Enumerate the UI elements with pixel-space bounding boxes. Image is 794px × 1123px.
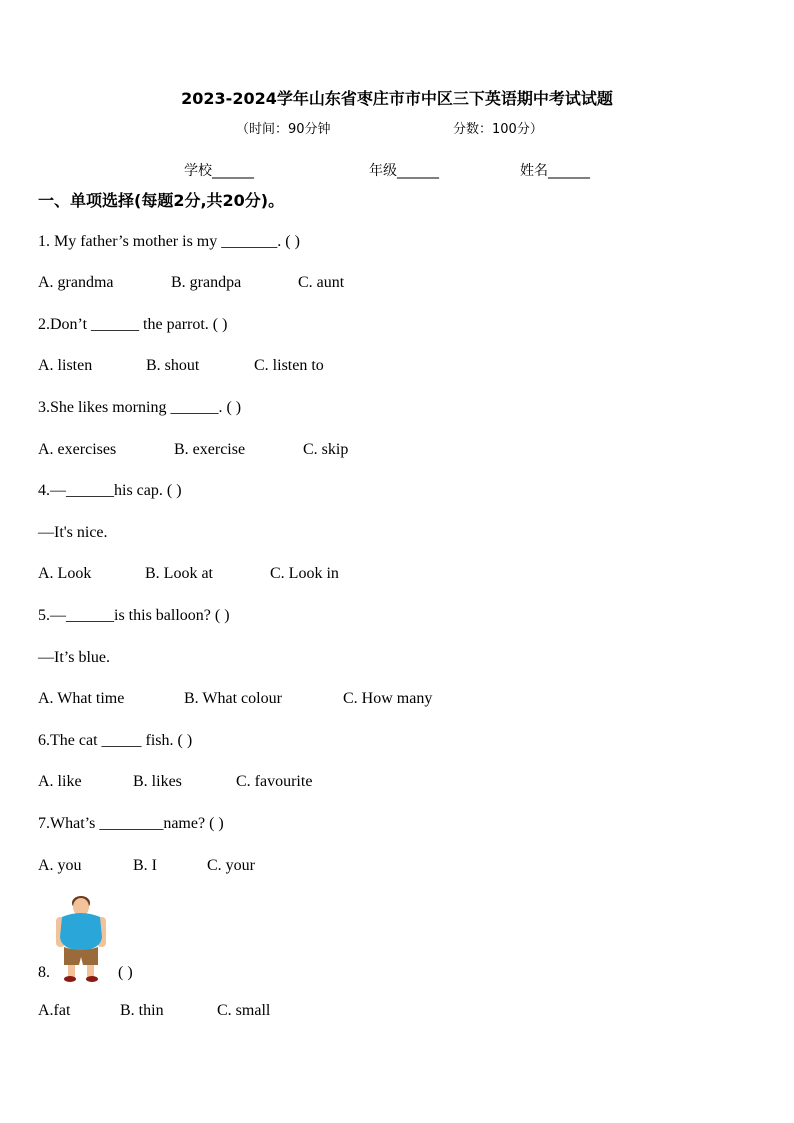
name-field: 姓名______ <box>520 163 590 179</box>
question-4: 4.—______his cap. ( ) <box>38 482 182 499</box>
question-8-answer-paren: ( ) <box>118 964 133 981</box>
question-4-option-a: A. Look <box>38 565 92 582</box>
question-7-option-b: B. I <box>133 857 157 874</box>
question-2: 2.Don’t ______ the parrot. ( ) <box>38 316 228 333</box>
question-3-option-a: A. exercises <box>38 441 117 458</box>
question-2-option-a: A. listen <box>38 357 93 374</box>
question-3-option-b: B. exercise <box>174 441 246 458</box>
question-7: 7.What’s ________name? ( ) <box>38 815 224 832</box>
exam-score: 分数：100分） <box>453 122 543 137</box>
question-6: 6.The cat _____ fish. ( ) <box>38 732 193 749</box>
page-title: 2023-2024学年山东省枣庄市市中区三下英语期中考试试题 <box>181 89 613 108</box>
question-5-option-b: B. What colour <box>184 690 282 707</box>
section-title: 一、单项选择(每题2分,共20分)。 <box>38 191 285 210</box>
question-8-option-a: A.fat <box>38 1002 71 1019</box>
question-3: 3.She likes morning ______. ( ) <box>38 399 242 416</box>
question-6-option-b: B. likes <box>133 773 182 790</box>
question-5-response: —It’s blue. <box>38 649 110 666</box>
question-5: 5.—______is this balloon? ( ) <box>38 607 230 624</box>
question-7-option-c: C. your <box>207 857 255 874</box>
question-8: 8. <box>38 964 50 981</box>
question-7-option-a: A. you <box>38 857 82 874</box>
boy-illustration-icon <box>52 893 112 983</box>
question-5-option-c: C. How many <box>343 690 433 707</box>
question-4-option-c: C. Look in <box>270 565 339 582</box>
exam-time: （时间：90分钟 <box>236 122 331 137</box>
grade-field: 年级______ <box>369 163 439 179</box>
question-6-option-c: C. favourite <box>236 773 313 790</box>
question-8-option-b: B. thin <box>120 1002 164 1019</box>
question-2-option-b: B. shout <box>146 357 200 374</box>
question-2-option-c: C. listen to <box>254 357 324 374</box>
question-4-option-b: B. Look at <box>145 565 213 582</box>
question-1-option-c: C. aunt <box>298 274 345 291</box>
question-4-response: —It's nice. <box>38 524 108 541</box>
question-8-option-c: C. small <box>217 1002 271 1019</box>
question-6-option-a: A. like <box>38 773 82 790</box>
question-1: 1. My father’s mother is my _______. ( ) <box>38 233 300 250</box>
question-1-option-a: A. grandma <box>38 274 114 291</box>
school-field: 学校______ <box>184 163 254 179</box>
question-5-option-a: A. What time <box>38 690 125 707</box>
question-3-option-c: C. skip <box>303 441 349 458</box>
question-1-option-b: B. grandpa <box>171 274 242 291</box>
